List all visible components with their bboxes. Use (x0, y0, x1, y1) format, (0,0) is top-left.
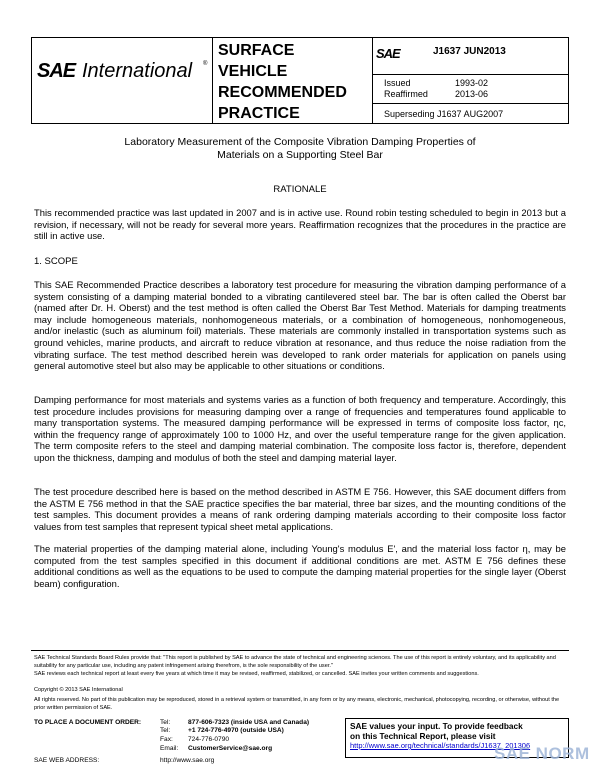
logo-registered: ® (203, 61, 208, 67)
watermark-text: SAE NORM (494, 744, 590, 763)
issued-value: 1993-02 (455, 78, 489, 88)
logo-sae: SAE (37, 60, 76, 82)
category-line: RECOMMENDED (218, 84, 347, 101)
header-divider (212, 38, 213, 123)
footer-copyright: Copyright © 2013 SAE International (34, 687, 123, 693)
scope-paragraph: This SAE Recommended Practice describes a laboratory test procedure for measuring the vibration damping performance of a system consisting of a damping material bonded to a vibrating cantilevered steel bar. The bar is often called the Oberst bar (named after Dr. H. Oberst) and the test method is often called the Oberst Bar Test Method. Materials for damping treatments may include homogeneous materials, nonhomogeneous materials, or a combination of homogeneous, nonhomogeneous, and/or inelastic (such as aluminum foil) materials. These materials are commonly installed in transportation systems such as ground vehicles, marine products, and aircraft to reduce vibration at resonance, and thus reduce the noise radiation from the vibrating surface. The test method described herein was developed to rank order materials for application on panels using general automotive steel but also may be applicable to other situations or conditions. (34, 279, 566, 372)
footer-rights-text: All rights reserved. No part of this publication may be reproduced, stored in a retrieval system or transmitted, in any form or by any means, electronic, mechanical, photocopying, recording, or otherwise, without the prior written permission of SAE. (34, 697, 560, 711)
category-line: VEHICLE (218, 63, 288, 80)
scope-paragraph: Damping performance for most materials and systems varies as a function of both frequency and temperature. Accordingly, this test procedure includes provisions for measuring damping over a range of frequencies and temperatures found applicable to many transportation systems. The measured damping performance will be expressed in terms of composite loss factor, ηc, within the frequency range of approximately 100 to 1000 Hz, and over the useful temperature range for the given application. The term composite refers to the steel and damping material combination. The composite loss factor is, therefore, dependent upon the thickness, damping and modulus of both the steel and damping material layer. (34, 394, 566, 463)
rationale-text: This recommended practice was last updated in 2007 and is in active use. Round robin testing scheduled to begin in 2013 but a revision, if necessary, will not be ready for several more years. Reaffirmation recognizes that the procedures in the practice are still in active use. (34, 207, 566, 242)
fax-label: Fax: (160, 736, 173, 743)
header-divider (372, 103, 568, 104)
superseding: Superseding J1637 AUG2007 (384, 109, 504, 119)
tel-label: Tel: (160, 719, 171, 726)
category-line: PRACTICE (218, 105, 300, 122)
web-address-link[interactable]: http://www.sae.org (160, 757, 215, 764)
scope-paragraph: The material properties of the damping material alone, including Young's modulus E', and the material loss factor η, may be computed from the test samples specified in this document if additional conditions are met. ASTM E 756 defines these additional conditions as well as the equations to be used to compute the damping material properties for the single layer (Oberst beam) configuration. (34, 543, 566, 589)
footer-review-text: SAE reviews each technical report at least every five years at which time it may be revised, reaffirmed, stabilized, or cancelled. SAE invites your written comments and suggestions. (34, 671, 479, 677)
scope-paragraph: The test procedure described here is based on the method described in ASTM E 756. However, this SAE document differs from the ASTM E 756 method in that the SAE practice specifies the bar material, three bar sizes, and the mounting conditions of the test samples. This document provides a means of rank ordering damping materials according to their composite loss factor values from test samples that represent typical sheet metal applications. (34, 486, 566, 532)
footer-rules-text: SAE Technical Standards Board Rules provide that: "This report is published by SAE to advance the state of technical and engineering sciences. The use of this report is entirely voluntary, and its applicability and suitability for any particular use, including any patent infringement arising therefrom, is the sole responsibility of the user." (34, 655, 556, 669)
logo-international: International (82, 60, 193, 82)
rationale-heading: RATIONALE (273, 184, 327, 195)
reaffirmed-label: Reaffirmed (384, 89, 428, 99)
email-label: Email: (160, 745, 179, 752)
order-label: TO PLACE A DOCUMENT ORDER: (34, 719, 142, 726)
document-title (31, 136, 569, 162)
feedback-link[interactable]: http://www.sae.org/technical/standards/J1637_201306 (350, 741, 531, 750)
sae-international-logo (37, 61, 207, 85)
issued-label: Issued (384, 78, 411, 88)
category-line: SURFACE (218, 42, 295, 59)
tel-value: +1 724-776-4970 (outside USA) (188, 727, 284, 734)
web-address-label: SAE WEB ADDRESS: (34, 757, 100, 764)
title-line: Laboratory Measurement of the Composite Vibration Damping Properties of (124, 136, 476, 148)
scope-heading: 1. SCOPE (34, 256, 78, 267)
fax-value: 724-776-0790 (188, 736, 230, 743)
tel-label: Tel: (160, 727, 171, 734)
footer-divider (31, 650, 569, 651)
header-divider (372, 38, 373, 123)
feedback-text: SAE values your input. To provide feedback (350, 721, 523, 731)
sae-mark: SAE (376, 46, 400, 61)
reaffirmed-value: 2013-06 (455, 89, 489, 99)
tel-value: 877-606-7323 (inside USA and Canada) (188, 719, 310, 726)
header-divider (372, 74, 568, 75)
feedback-text: on this Technical Report, please visit (350, 731, 496, 741)
email-value[interactable]: CustomerService@sae.org (188, 745, 273, 752)
document-id: J1637 JUN2013 (433, 46, 506, 57)
document-category (218, 40, 347, 124)
title-line: Materials on a Supporting Steel Bar (217, 149, 383, 161)
